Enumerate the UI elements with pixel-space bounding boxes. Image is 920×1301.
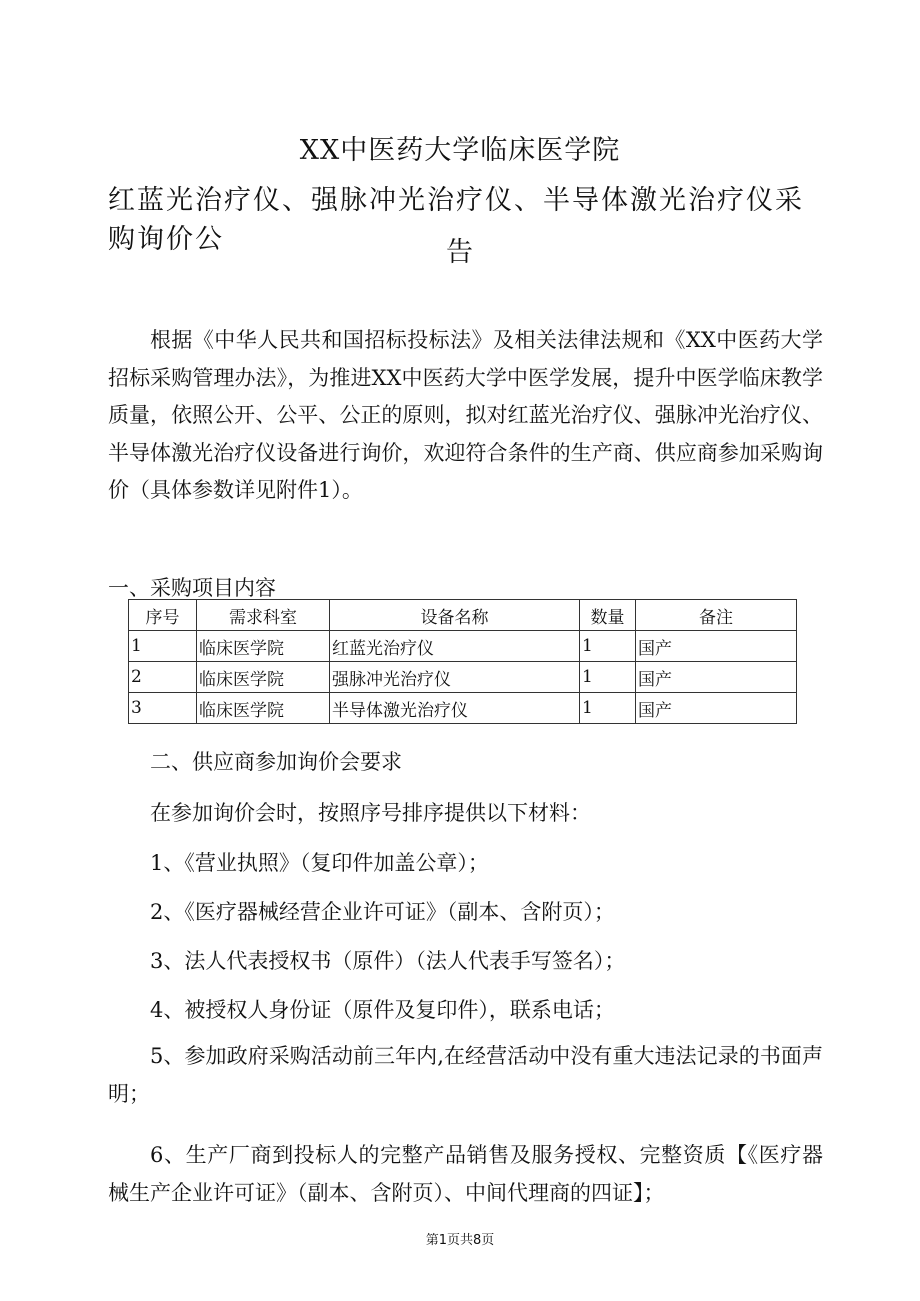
table-row (129, 631, 797, 662)
announcement-title: 红蓝光治疗仪、强脉冲光治疗仪、半导体激光治疗仪采购询价公 (108, 185, 804, 255)
cell-quantity: 1 (580, 662, 636, 693)
header-equipment: 设备名称 (330, 600, 580, 631)
requirement-item: 1、《营业执照》（复印件加盖公章）； (150, 851, 489, 875)
requirement-item: 5、参加政府采购活动前三年内,在经营活动中没有重大违法记录的书面声明； (108, 1044, 823, 1106)
header-department: 需求科室 (197, 600, 330, 631)
cell-remarks: 国产 (636, 693, 797, 724)
cell-remarks: 国产 (636, 662, 797, 693)
intro-paragraph: 根据《中华人民共和国招标投标法》及相关法律法规和《XX中医药大学招标采购管理办法》，为推进XX中医药大学中医学发展，提升中医学临床教学质量，依照公开、公平、公正的原则，拟对红蓝光治疗仪、强脉冲光治疗仪、半导体激光治疗仪设备进行询价，欢迎符合条件的生产商、供应商参加采购询价（具体参数详见附件1）。 (108, 328, 823, 502)
cell-equipment: 强脉冲光治疗仪 (330, 662, 580, 693)
table-row (129, 662, 797, 693)
table-row (129, 693, 797, 724)
header-index: 序号 (129, 600, 197, 631)
header-remarks: 备注 (636, 600, 797, 631)
requirement-item: 4、被授权人身份证（原件及复印件），联系电话； (150, 998, 615, 1022)
cell-index: 1 (129, 631, 197, 662)
requirement-item: 6、生产厂商到投标人的完整产品销售及服务授权、完整资质【《医疗器械生产企业许可证》（副本、含附页）、中间代理商的四证】； (108, 1143, 823, 1205)
section2-heading: 二、供应商参加询价会要求 (150, 750, 402, 774)
cell-quantity: 1 (580, 631, 636, 662)
cell-equipment: 半导体激光治疗仪 (330, 693, 580, 724)
announcement-title-continued: 告 (446, 237, 474, 268)
cell-equipment: 红蓝光治疗仪 (330, 631, 580, 662)
header-quantity: 数量 (580, 600, 636, 631)
procurement-items-table (128, 599, 797, 724)
cell-quantity: 1 (580, 693, 636, 724)
cell-department: 临床医学院 (197, 631, 330, 662)
requirement-item: 2、《医疗器械经营企业许可证》（副本、含附页）； (150, 900, 615, 924)
section1-heading: 一、采购项目内容 (108, 576, 276, 600)
cell-index: 2 (129, 662, 197, 693)
cell-remarks: 国产 (636, 631, 797, 662)
section2-intro: 在参加询价会时，按照序号排序提供以下材料： (150, 801, 591, 825)
document-title: XX中医药大学临床医学院 (299, 135, 621, 166)
cell-department: 临床医学院 (197, 662, 330, 693)
page-number-footer: 第1页共8页 (425, 1233, 495, 1248)
table-header-row (129, 600, 797, 631)
cell-index: 3 (129, 693, 197, 724)
cell-department: 临床医学院 (197, 693, 330, 724)
requirement-item: 3、法人代表授权书（原件）（法人代表手写签名）； (150, 949, 626, 973)
